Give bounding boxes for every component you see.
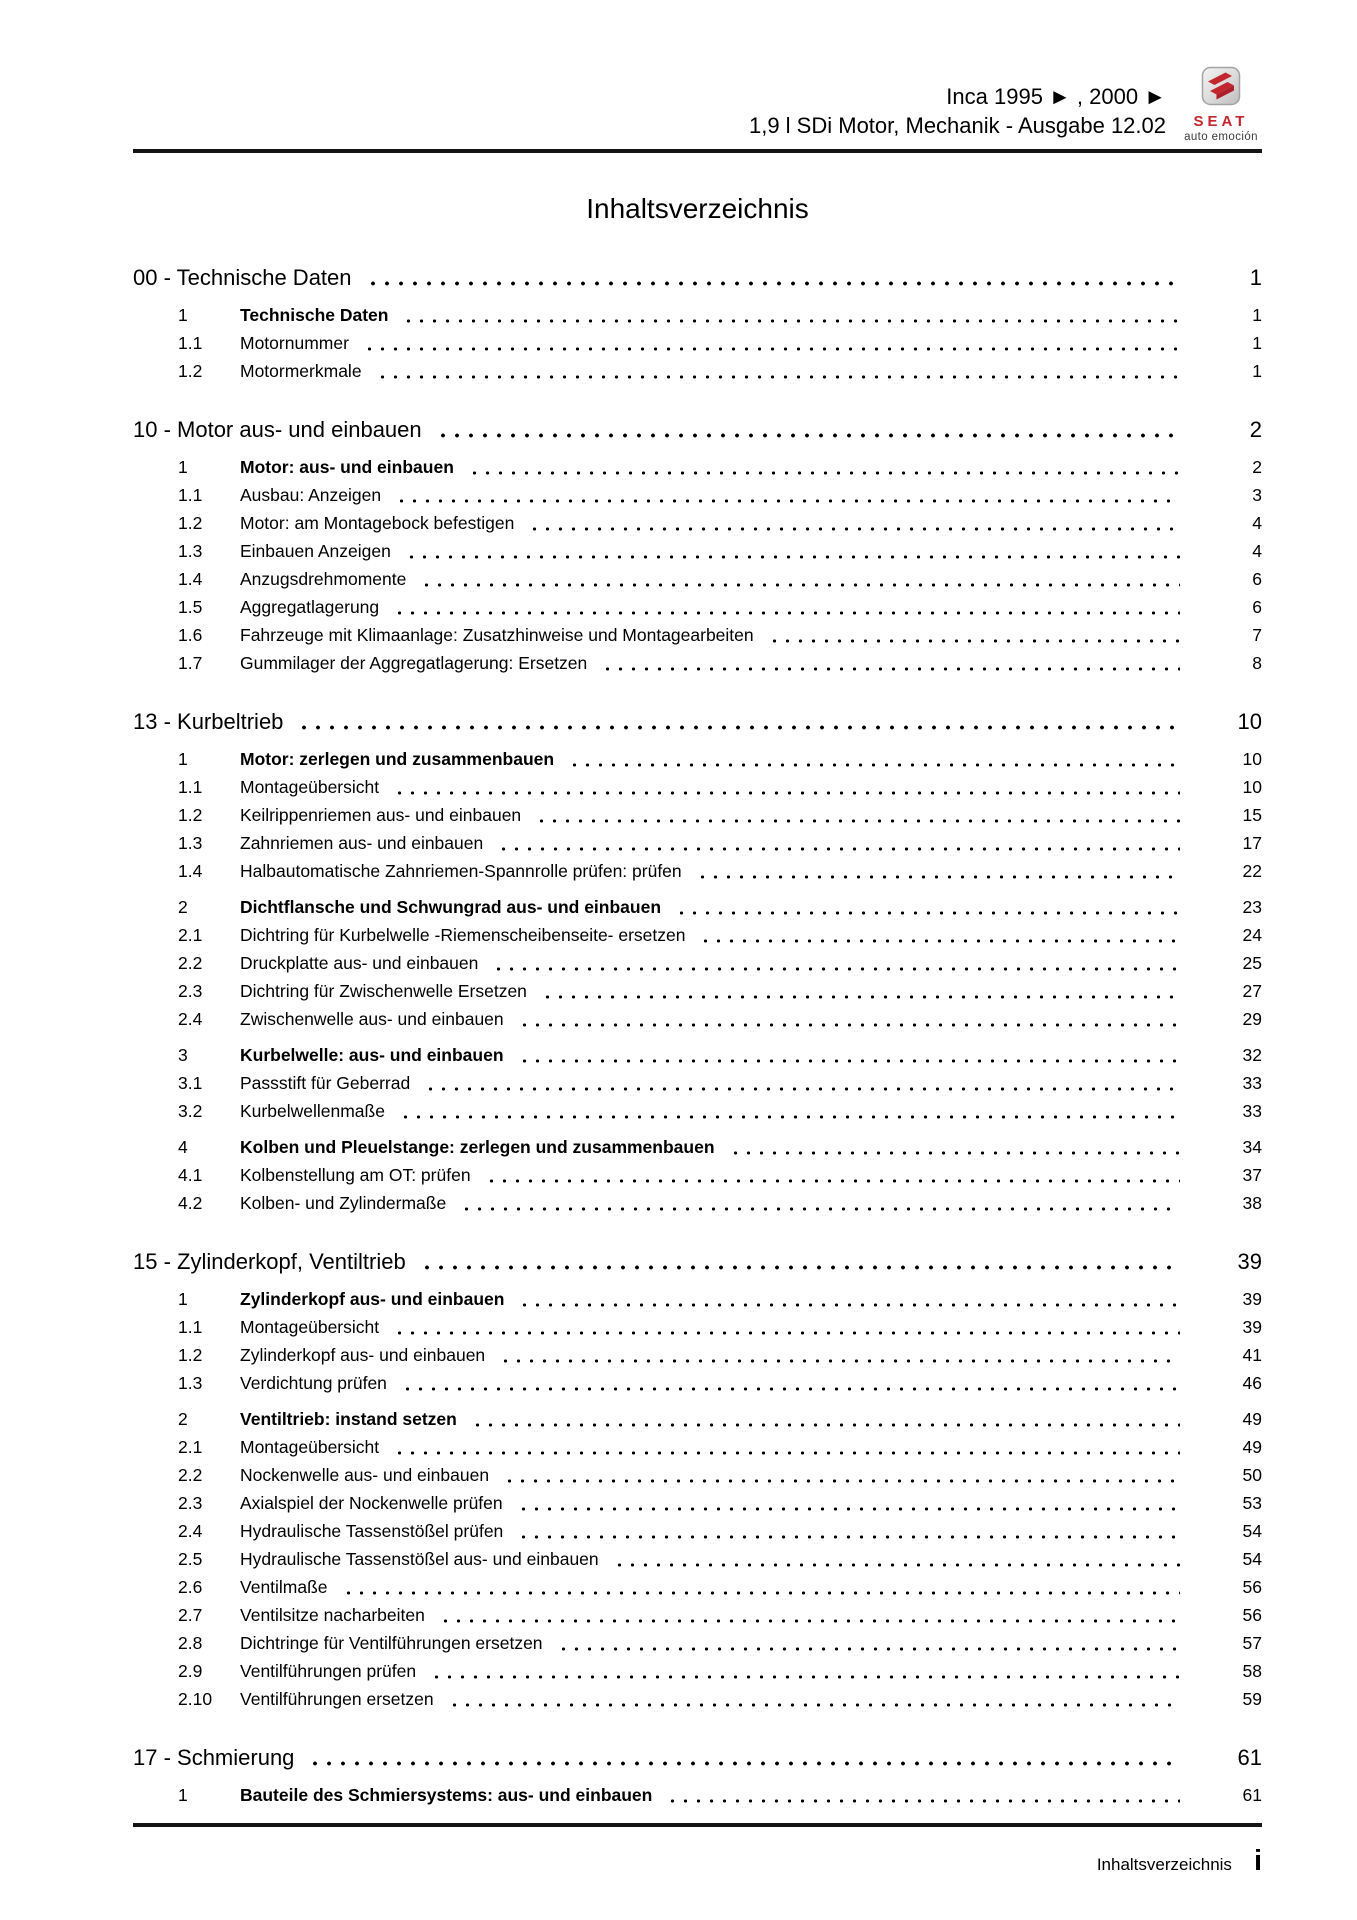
header-model-line: Inca 1995 ► , 2000 ►	[946, 84, 1166, 109]
dot-leader	[541, 995, 1180, 999]
toc-entry-row	[133, 1405, 1262, 1433]
dot-leader	[471, 1423, 1180, 1427]
dot-leader	[518, 1303, 1180, 1307]
dot-leader	[492, 967, 1180, 971]
entry-title: Dichtringe für Ventilführungen ersetzen	[240, 1633, 543, 1653]
entry-number: 3.1	[178, 1073, 203, 1093]
entry-title: Kurbelwellenmaße	[240, 1101, 385, 1121]
entry-title: Keilrippenriemen aus- und einbauen	[240, 805, 522, 825]
page-number: 1	[1252, 333, 1262, 353]
toc-entry-row	[133, 357, 1262, 385]
dot-leader	[666, 1799, 1180, 1803]
page-number: 56	[1242, 1605, 1262, 1625]
entry-number: 3	[178, 1045, 188, 1065]
dot-leader	[424, 1087, 1180, 1091]
toc-entry-row	[133, 829, 1262, 857]
chapter-label: 10 - Motor aus- und einbauen	[133, 417, 422, 442]
entry-title: Dichtflansche und Schwungrad aus- und einbauen	[240, 897, 662, 917]
entry-number: 1	[178, 305, 188, 325]
entry-title: Technische Daten	[240, 305, 389, 325]
entry-title: Zahnriemen aus- und einbauen	[240, 833, 484, 853]
entry-number: 4.2	[178, 1193, 203, 1213]
entry-number: 1	[178, 1785, 188, 1805]
toc-entry-row	[133, 1545, 1262, 1573]
dot-leader	[528, 527, 1180, 531]
entry-title: Montageübersicht	[240, 1317, 380, 1337]
page-number: 39	[1237, 1249, 1262, 1274]
page-number: 3	[1252, 485, 1262, 505]
entry-number: 1	[178, 457, 188, 477]
entry-number: 1.3	[178, 541, 203, 561]
entry-title: Zwischenwelle aus- und einbauen	[240, 1009, 504, 1029]
toc-entry-row	[133, 949, 1262, 977]
page-header	[133, 66, 1262, 143]
entry-number: 2	[178, 897, 188, 917]
entry-number: 2.5	[178, 1549, 203, 1569]
entry-number: 1.6	[178, 625, 203, 645]
toc-chapter-row	[133, 415, 1262, 445]
toc-entry-row	[133, 1189, 1262, 1217]
entry-title: Hydraulische Tassenstößel prüfen	[240, 1521, 504, 1541]
entry-number: 1.4	[178, 569, 203, 589]
toc-entry-row	[133, 1433, 1262, 1461]
entry-title: Hydraulische Tassenstößel aus- und einbauen	[240, 1549, 599, 1569]
page-number: 32	[1242, 1045, 1262, 1065]
toc-entry-row	[133, 481, 1262, 509]
toc-entry-row	[133, 921, 1262, 949]
entry-number: 1.3	[178, 1373, 203, 1393]
page-number: 4	[1252, 513, 1262, 533]
toc-entry-row	[133, 1573, 1262, 1601]
toc-entry-row	[133, 893, 1262, 921]
toc-chapter-row	[133, 1743, 1262, 1773]
entry-title: Aggregatlagerung	[240, 597, 380, 617]
entry-number: 3.2	[178, 1101, 203, 1121]
dot-leader	[518, 1059, 1180, 1063]
page-number: 34	[1242, 1137, 1262, 1157]
page-number: 61	[1242, 1785, 1262, 1805]
entry-title: Montageübersicht	[240, 1437, 380, 1457]
page-number: 10	[1242, 749, 1262, 769]
dot-leader	[393, 791, 1180, 795]
seat-wordmark: SEAT	[1193, 113, 1249, 130]
page-number: 25	[1242, 953, 1262, 973]
toc-entry-row	[133, 1517, 1262, 1545]
page-number: 8	[1252, 653, 1262, 673]
toc-entry-row	[133, 453, 1262, 481]
entry-number: 4.1	[178, 1165, 203, 1185]
entry-number: 2.2	[178, 953, 203, 973]
dot-leader	[393, 1451, 1180, 1455]
toc-entry-row	[133, 649, 1262, 677]
dot-leader	[729, 1151, 1180, 1155]
footer-divider	[133, 1823, 1262, 1827]
entry-title: Druckplatte aus- und einbauen	[240, 953, 479, 973]
header-text	[749, 66, 1166, 140]
dot-leader	[601, 667, 1180, 671]
dot-leader	[399, 1115, 1180, 1119]
entry-title: Ventiltrieb: instand setzen	[240, 1409, 457, 1429]
page-number: 2	[1252, 457, 1262, 477]
entry-title: Zylinderkopf aus- und einbauen	[240, 1289, 505, 1309]
entry-title: Passstift für Geberrad	[240, 1073, 411, 1093]
dot-leader	[448, 1703, 1180, 1707]
entry-number: 1	[178, 1289, 188, 1309]
entry-title: Motornummer	[240, 333, 349, 353]
entry-number: 2.8	[178, 1633, 203, 1653]
entry-number: 2.4	[178, 1521, 203, 1541]
toc-entry-row	[133, 1489, 1262, 1517]
dot-leader	[535, 819, 1180, 823]
dot-leader	[297, 725, 1180, 730]
page-number: 50	[1242, 1465, 1262, 1485]
dot-leader	[696, 875, 1180, 879]
entry-number: 2.1	[178, 1437, 203, 1457]
page-number: 56	[1242, 1577, 1262, 1597]
dot-leader	[363, 347, 1180, 351]
page-number: 29	[1242, 1009, 1262, 1029]
entry-title: Motor: aus- und einbauen	[240, 457, 454, 477]
entry-title: Dichtring für Zwischenwelle Ersetzen	[240, 981, 527, 1001]
toc-entry-row	[133, 1461, 1262, 1489]
entry-number: 1.4	[178, 861, 203, 881]
dot-leader	[376, 375, 1180, 379]
entry-title: Halbautomatische Zahnriemen-Spannrolle prüfen: prüfen	[240, 861, 682, 881]
entry-number: 1.2	[178, 805, 203, 825]
entry-number: 1.1	[178, 333, 203, 353]
entry-number: 2.2	[178, 1465, 203, 1485]
toc-entry-row	[133, 1601, 1262, 1629]
page-number: 22	[1242, 861, 1262, 881]
page-number: 33	[1242, 1101, 1262, 1121]
dot-leader	[342, 1591, 1180, 1595]
toc-entry-row	[133, 1005, 1262, 1033]
page-number: 33	[1242, 1073, 1262, 1093]
toc-entry-row	[133, 1097, 1262, 1125]
entry-number: 2.10	[178, 1689, 213, 1709]
page-number: 39	[1242, 1317, 1262, 1337]
entry-number: 2.3	[178, 981, 203, 1001]
page-number: 24	[1242, 925, 1262, 945]
dot-leader	[497, 847, 1180, 851]
dot-leader	[468, 471, 1180, 475]
entry-number: 1.3	[178, 833, 203, 853]
toc-entry-row	[133, 1285, 1262, 1313]
toc-entry-row	[133, 537, 1262, 565]
dot-leader	[699, 939, 1180, 943]
dot-leader	[393, 1331, 1180, 1335]
dot-leader	[460, 1207, 1180, 1211]
page-number: 49	[1242, 1437, 1262, 1457]
page-number: 1	[1249, 265, 1262, 290]
page-number: 41	[1242, 1345, 1262, 1365]
dot-leader	[518, 1023, 1180, 1027]
entry-title: Fahrzeuge mit Klimaanlage: Zusatzhinweise und Montagearbeiten	[240, 625, 754, 645]
page-number: 57	[1242, 1633, 1262, 1653]
entry-number: 1.7	[178, 653, 203, 673]
entry-title: Motor: am Montagebock befestigen	[240, 513, 515, 533]
dot-leader	[613, 1563, 1180, 1567]
dot-leader	[402, 319, 1180, 323]
toc-chapter-row	[133, 707, 1262, 737]
dot-leader	[568, 763, 1180, 767]
toc-entry-row	[133, 1069, 1262, 1097]
toc-entry-row	[133, 745, 1262, 773]
entry-title: Ventilführungen prüfen	[240, 1661, 417, 1681]
entry-title: Ausbau: Anzeigen	[240, 485, 382, 505]
toc-chapter-row	[133, 1247, 1262, 1277]
entry-number: 2.4	[178, 1009, 203, 1029]
toc-entry-row	[133, 1685, 1262, 1713]
toc-entry-row	[133, 1369, 1262, 1397]
dot-leader	[436, 433, 1180, 438]
entry-title: Zylinderkopf aus- und einbauen	[240, 1345, 486, 1365]
page-title: Inhaltsverzeichnis	[586, 193, 809, 224]
entry-number: 1	[178, 749, 188, 769]
header-divider	[133, 149, 1262, 153]
toc-entry-row	[133, 801, 1262, 829]
entry-title: Motor: zerlegen und zusammenbauen	[240, 749, 555, 769]
dot-leader	[517, 1507, 1180, 1511]
footer-page-number: i	[1253, 1845, 1262, 1877]
dot-leader	[308, 1761, 1180, 1766]
toc-entry-row	[133, 565, 1262, 593]
dot-leader	[768, 639, 1180, 643]
dot-leader	[517, 1535, 1180, 1539]
toc-entry-row	[133, 329, 1262, 357]
toc-entry-row	[133, 1657, 1262, 1685]
page-number: 37	[1242, 1165, 1262, 1185]
dot-leader	[485, 1179, 1180, 1183]
toc-entry-row	[133, 301, 1262, 329]
toc-entry-row	[133, 773, 1262, 801]
toc-entry-row	[133, 509, 1262, 537]
entry-number: 1.1	[178, 1317, 203, 1337]
entry-title: Nockenwelle aus- und einbauen	[240, 1465, 490, 1485]
entry-number: 1.1	[178, 485, 203, 505]
page-number: 38	[1242, 1193, 1262, 1213]
page-number: 54	[1242, 1549, 1262, 1569]
entry-title: Dichtring für Kurbelwelle -Riemenscheibenseite- ersetzen	[240, 925, 686, 945]
page-number: 46	[1242, 1373, 1262, 1393]
dot-leader	[395, 499, 1180, 503]
toc-entry-row	[133, 1781, 1262, 1809]
entry-title: Verdichtung prüfen	[240, 1373, 387, 1393]
entry-title: Kolben- und Zylindermaße	[240, 1193, 447, 1213]
entry-title: Gummilager der Aggregatlagerung: Ersetzen	[240, 653, 588, 673]
entry-number: 2.3	[178, 1493, 203, 1513]
toc-entry-row	[133, 1041, 1262, 1069]
seat-logo	[1180, 66, 1262, 143]
entry-title: Einbauen Anzeigen	[240, 541, 391, 561]
page-number: 58	[1242, 1661, 1262, 1681]
entry-number: 2	[178, 1409, 188, 1429]
dot-leader	[675, 911, 1180, 915]
page-number: 7	[1252, 625, 1262, 645]
entry-title: Montageübersicht	[240, 777, 380, 797]
page-number: 59	[1242, 1689, 1262, 1709]
chapter-label: 17 - Schmierung	[133, 1745, 295, 1770]
entry-title: Anzugsdrehmomente	[240, 569, 407, 589]
chapter-label: 00 - Technische Daten	[133, 265, 352, 290]
entry-title: Ventilmaße	[240, 1577, 328, 1597]
page-number: 2	[1249, 417, 1262, 442]
entry-number: 1.2	[178, 361, 203, 381]
entry-title: Motormerkmale	[240, 361, 362, 381]
toc-entry-row	[133, 1133, 1262, 1161]
dot-leader	[503, 1479, 1180, 1483]
entry-title: Bauteile des Schmiersystems: aus- und einbauen	[240, 1785, 653, 1805]
dot-leader	[366, 281, 1180, 286]
entry-title: Ventilführungen ersetzen	[240, 1689, 434, 1709]
dot-leader	[557, 1647, 1180, 1651]
toc-entry-row	[133, 1341, 1262, 1369]
page-number: 49	[1242, 1409, 1262, 1429]
page-footer	[133, 1845, 1262, 1878]
toc-entry-row	[133, 977, 1262, 1005]
toc-chapter-row	[133, 263, 1262, 293]
entry-number: 2.7	[178, 1605, 203, 1625]
dot-leader	[430, 1675, 1180, 1679]
page-number: 27	[1242, 981, 1262, 1001]
entry-number: 1.1	[178, 777, 203, 797]
page-number: 54	[1242, 1521, 1262, 1541]
entry-number: 2.9	[178, 1661, 203, 1681]
page-number: 53	[1242, 1493, 1262, 1513]
entry-number: 1.2	[178, 1345, 203, 1365]
page-number: 10	[1242, 777, 1262, 797]
toc-list	[133, 263, 1262, 1809]
entry-title: Ventilsitze nacharbeiten	[240, 1605, 425, 1625]
dot-leader	[393, 611, 1180, 615]
page-number: 10	[1237, 709, 1262, 734]
page-number: 61	[1237, 1745, 1262, 1770]
dot-leader	[405, 555, 1180, 559]
page-number: 39	[1242, 1289, 1262, 1309]
header-doc-line: 1,9 l SDi Motor, Mechanik - Ausgabe 12.02	[748, 113, 1166, 138]
footer-label: Inhaltsverzeichnis	[1096, 1855, 1232, 1874]
page-number: 1	[1252, 305, 1262, 325]
dot-leader	[420, 1265, 1180, 1270]
entry-title: Kolbenstellung am OT: prüfen	[240, 1165, 471, 1185]
dot-leader	[439, 1619, 1180, 1623]
dot-leader	[420, 583, 1180, 587]
toc-entry-row	[133, 1313, 1262, 1341]
entry-number: 2.1	[178, 925, 203, 945]
page-number: 15	[1242, 805, 1262, 825]
dot-leader	[499, 1359, 1180, 1363]
page-number: 1	[1252, 361, 1262, 381]
entry-number: 2.6	[178, 1577, 203, 1597]
toc-entry-row	[133, 621, 1262, 649]
toc-entry-row	[133, 1629, 1262, 1657]
toc-entry-row	[133, 1161, 1262, 1189]
entry-number: 4	[178, 1137, 188, 1157]
seat-emblem-icon	[1201, 66, 1241, 111]
page-number: 17	[1242, 833, 1262, 853]
chapter-label: 13 - Kurbeltrieb	[133, 709, 284, 734]
chapter-label: 15 - Zylinderkopf, Ventiltrieb	[133, 1249, 406, 1274]
page-number: 6	[1252, 569, 1262, 589]
page-number: 23	[1242, 897, 1262, 917]
entry-number: 1.2	[178, 513, 203, 533]
entry-title: Kolben und Pleuelstange: zerlegen und zusammenbauen	[240, 1137, 715, 1157]
toc-entry-row	[133, 857, 1262, 885]
entry-title: Axialspiel der Nockenwelle prüfen	[240, 1493, 503, 1513]
entry-title: Kurbelwelle: aus- und einbauen	[240, 1045, 504, 1065]
entry-number: 1.5	[178, 597, 203, 617]
page-number: 6	[1252, 597, 1262, 617]
seat-tagline: auto emoción	[1184, 131, 1258, 143]
toc-entry-row	[133, 593, 1262, 621]
dot-leader	[401, 1387, 1180, 1391]
page-number: 4	[1252, 541, 1262, 561]
